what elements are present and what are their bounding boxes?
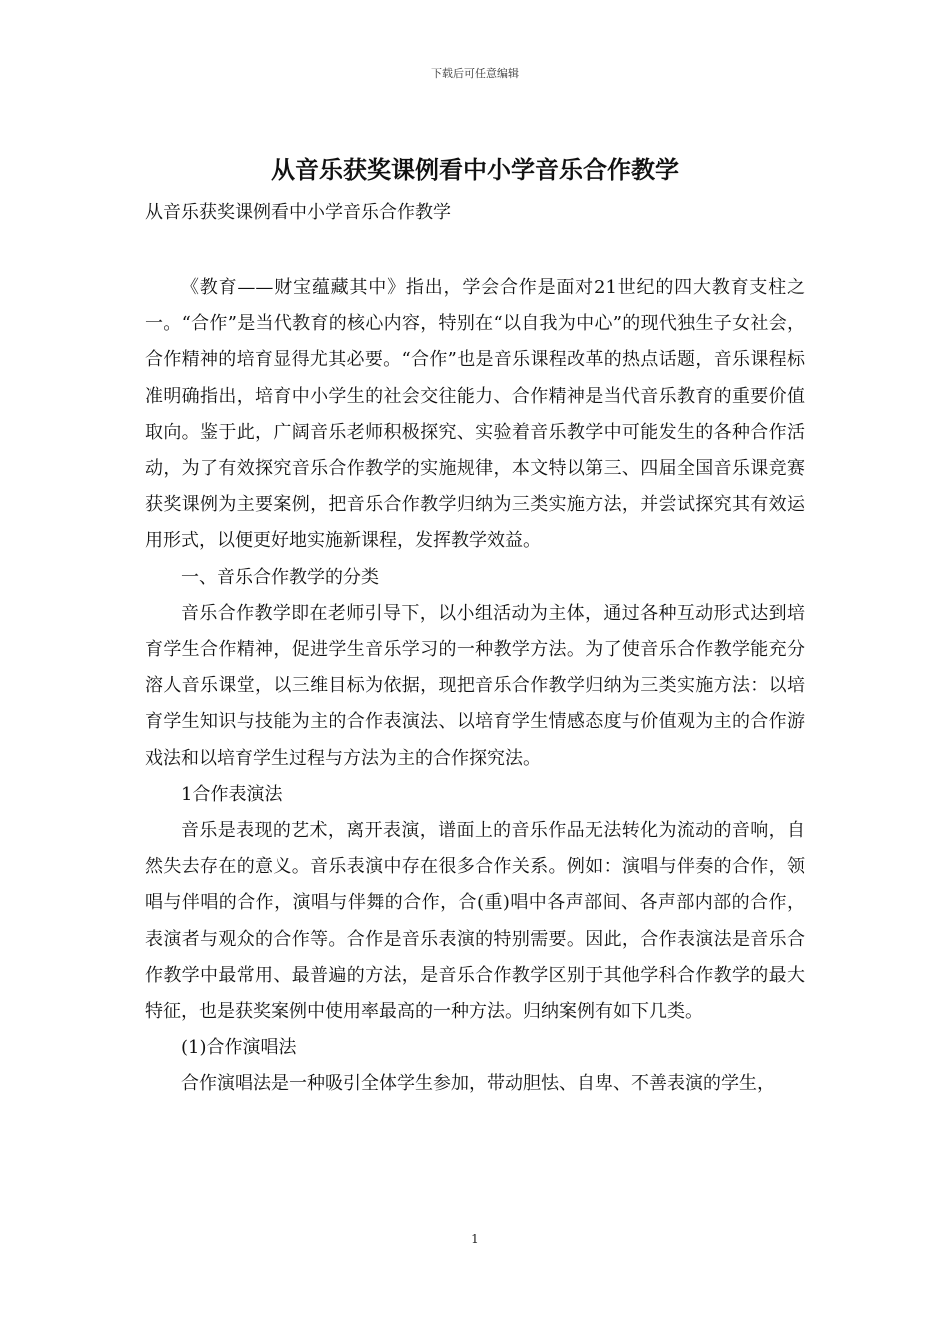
section-heading-classification: 一、音乐合作教学的分类	[181, 566, 379, 588]
subsection-heading-performance: 1合作表演法	[181, 783, 283, 805]
subsection-heading-singing: (1)合作演唱法	[181, 1037, 297, 1059]
page-number: 1	[471, 1232, 479, 1246]
document-subtitle: 从音乐获奖课例看中小学音乐合作教学	[145, 202, 451, 223]
document-title: 从音乐获奖课例看中小学音乐合作教学	[271, 155, 679, 184]
document-body	[145, 270, 805, 1103]
paragraph-performance: 音乐是表现的艺术，离开表演，谱面上的音乐作品无法转化为流动的音响，自然失去存在的意义。音乐表演中存在很多合作关系。例如：演唱与伴奏的合作，领唱与伴唱的合作，演唱与伴舞的合作，合(重)唱中各声部间、各声部内部的合作，表演者与观众的合作等。合作是音乐表演的特别需要。因此，合作表演法是音乐合作教学中最常用、最普遍的方法，是音乐合作教学区别于其他学科合作教学的最大特征，也是获奖案例中使用率最高的一种方法。归纳案例有如下几类。	[145, 820, 805, 1023]
paragraph-intro: 《教育——财宝蕴藏其中》指出，学会合作是面对21世纪的四大教育支柱之一。“合作”是当代教育的核心内容，特别在“以自我为中心”的现代独生子女社会，合作精神的培育显得尤其必要。“合作”也是音乐课程改革的热点话题，音乐课程标准明确指出，培育中小学生的社会交往能力、合作精神是当代音乐教育的重要价值取向。鉴于此，广阔音乐老师积极探究、实验着音乐教学中可能发生的各种合作活动，为了有效探究音乐合作教学的实施规律，本文特以第三、四届全国音乐课竞赛获奖课例为主要案例，把音乐合作教学归纳为三类实施方法，并尝试探究其有效运用形式，以便更好地实施新课程，发挥教学效益。	[145, 277, 805, 552]
paragraph-classification: 音乐合作教学即在老师引导下，以小组活动为主体，通过各种互动形式达到培育学生合作精神，促进学生音乐学习的一种教学方法。为了使音乐合作教学能充分溶人音乐课堂，以三维目标为依据，现把音乐合作教学归纳为三类实施方法：以培育学生知识与技能为主的合作表演法、以培育学生情感态度与价值观为主的合作游戏法和以培育学生过程与方法为主的合作探究法。	[145, 602, 805, 769]
header-note: 下载后可任意编辑	[431, 67, 519, 80]
paragraph-singing: 合作演唱法是一种吸引全体学生参加，带动胆怯、自卑、不善表演的学生，	[181, 1073, 775, 1095]
